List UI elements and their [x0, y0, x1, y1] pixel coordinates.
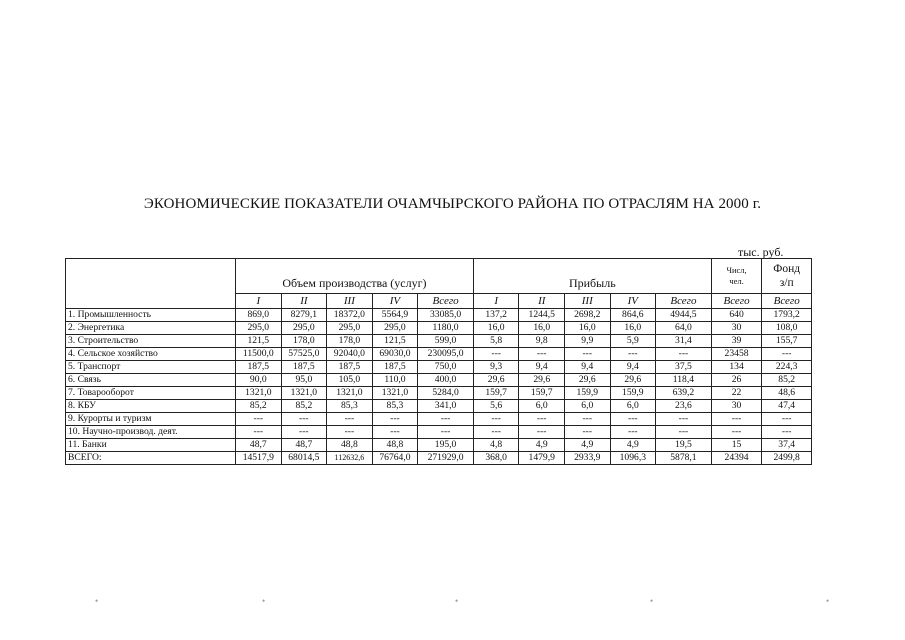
table-cell: 29,6 — [565, 374, 611, 387]
table-cell: 48,6 — [762, 387, 812, 400]
table-row — [66, 426, 812, 439]
table-cell: 187,5 — [236, 361, 282, 374]
table-cell: 341,0 — [418, 400, 474, 413]
table-cell: 1180,0 — [418, 322, 474, 335]
row-label: 9. Курорты и туризм — [66, 413, 236, 426]
table-cell: 159,7 — [473, 387, 519, 400]
header-profit-q1: I — [473, 294, 519, 309]
header-fund-total: Всего — [762, 294, 812, 309]
header-profit: Прибыль — [473, 259, 711, 294]
header-fund — [762, 259, 812, 294]
table-cell: --- — [711, 413, 762, 426]
header-blank-cell — [66, 259, 236, 309]
total-row — [66, 452, 812, 465]
table-row — [66, 309, 812, 322]
table-cell: 1244,5 — [519, 309, 565, 322]
table-cell: 1321,0 — [236, 387, 282, 400]
row-label: 3. Строительство — [66, 335, 236, 348]
table-cell: 85,2 — [281, 400, 327, 413]
total-cell: 14517,9 — [236, 452, 282, 465]
table-cell: --- — [519, 413, 565, 426]
table-cell: 9,4 — [519, 361, 565, 374]
table-cell: --- — [656, 426, 712, 439]
table-cell: 16,0 — [610, 322, 656, 335]
header-profit-q3: III — [565, 294, 611, 309]
total-cell: 368,0 — [473, 452, 519, 465]
table-cell: 9,4 — [565, 361, 611, 374]
table-cell: 57525,0 — [281, 348, 327, 361]
header-workers — [711, 259, 762, 294]
table-cell: 18372,0 — [327, 309, 373, 322]
table-cell: 31,4 — [656, 335, 712, 348]
table-cell: 16,0 — [519, 322, 565, 335]
total-cell: 112632,6 — [327, 452, 373, 465]
table-cell: 30 — [711, 322, 762, 335]
table-cell: 4,9 — [565, 439, 611, 452]
total-cell: 2933,9 — [565, 452, 611, 465]
table-cell: 85,2 — [236, 400, 282, 413]
table-cell: --- — [519, 426, 565, 439]
table-cell: 11500,0 — [236, 348, 282, 361]
table-cell: 2698,2 — [565, 309, 611, 322]
table-cell: --- — [762, 413, 812, 426]
header-workers-total: Всего — [711, 294, 762, 309]
table-cell: --- — [372, 426, 418, 439]
table-cell: 159,7 — [519, 387, 565, 400]
header-volume-q2: II — [281, 294, 327, 309]
table-cell: 90,0 — [236, 374, 282, 387]
table-cell: --- — [610, 348, 656, 361]
table-cell: --- — [236, 426, 282, 439]
total-cell: 68014,5 — [281, 452, 327, 465]
total-cell: 271929,0 — [418, 452, 474, 465]
row-label: 10. Научно-производ. деят. — [66, 426, 236, 439]
table-cell: 29,6 — [610, 374, 656, 387]
table-cell: 33085,0 — [418, 309, 474, 322]
table-cell: 1793,2 — [762, 309, 812, 322]
table-cell: --- — [327, 426, 373, 439]
table-cell: 4,9 — [610, 439, 656, 452]
header-fund-line1: Фонд — [773, 262, 801, 275]
table-cell: --- — [656, 413, 712, 426]
row-label: 4. Сельское хозяйство — [66, 348, 236, 361]
table-cell: 29,6 — [519, 374, 565, 387]
table-cell: 6,0 — [565, 400, 611, 413]
table-cell: 37,5 — [656, 361, 712, 374]
table-cell: 187,5 — [281, 361, 327, 374]
table-cell: 599,0 — [418, 335, 474, 348]
scan-mark: • — [650, 596, 654, 606]
table-cell: 5564,9 — [372, 309, 418, 322]
table-cell: 118,4 — [656, 374, 712, 387]
table-cell: 155,7 — [762, 335, 812, 348]
document-title: ЭКОНОМИЧЕСКИЕ ПОКАЗАТЕЛИ ОЧАМЧЫРСКОГО РАЙОНА ПО ОТРАСЛЯМ НА 2000 г. — [143, 196, 762, 212]
row-label: 7. Товарооборот — [66, 387, 236, 400]
table-cell: 19,5 — [656, 439, 712, 452]
table-cell: 121,5 — [372, 335, 418, 348]
table-row — [66, 413, 812, 426]
table-cell: 195,0 — [418, 439, 474, 452]
row-label: 2. Энергетика — [66, 322, 236, 335]
table-cell: --- — [418, 426, 474, 439]
header-workers-line2: чел. — [729, 276, 744, 286]
table-cell: 134 — [711, 361, 762, 374]
table-cell: --- — [281, 413, 327, 426]
table-cell: 1321,0 — [372, 387, 418, 400]
table-cell: --- — [762, 348, 812, 361]
table-cell: 30 — [711, 400, 762, 413]
header-volume: Объем производства (услуг) — [236, 259, 474, 294]
table-cell: 110,0 — [372, 374, 418, 387]
table-cell: 639,2 — [656, 387, 712, 400]
table-cell: --- — [418, 413, 474, 426]
table-cell: 16,0 — [565, 322, 611, 335]
table-cell: --- — [473, 348, 519, 361]
header-volume-q1: I — [236, 294, 282, 309]
table-cell: 1321,0 — [327, 387, 373, 400]
table-cell: 230095,0 — [418, 348, 474, 361]
header-volume-total: Всего — [418, 294, 474, 309]
table-cell: 8279,1 — [281, 309, 327, 322]
table-cell: 47,4 — [762, 400, 812, 413]
table-cell: --- — [327, 413, 373, 426]
table-cell: --- — [711, 426, 762, 439]
row-label: 8. КБУ — [66, 400, 236, 413]
table-cell: 15 — [711, 439, 762, 452]
table-cell: 48,7 — [281, 439, 327, 452]
table-row — [66, 374, 812, 387]
table-cell: 9,8 — [519, 335, 565, 348]
table-cell: --- — [610, 413, 656, 426]
table-cell: --- — [519, 348, 565, 361]
units-label: тыс. руб. — [738, 245, 784, 259]
table-cell: --- — [565, 413, 611, 426]
table-cell: 187,5 — [372, 361, 418, 374]
header-profit-total: Всего — [656, 294, 712, 309]
table-row — [66, 348, 812, 361]
table-cell: 105,0 — [327, 374, 373, 387]
table-cell: --- — [762, 426, 812, 439]
table-cell: 85,3 — [372, 400, 418, 413]
total-cell: 24394 — [711, 452, 762, 465]
table-cell: 9,9 — [565, 335, 611, 348]
table-cell: 295,0 — [236, 322, 282, 335]
table-cell: 16,0 — [473, 322, 519, 335]
table-row — [66, 439, 812, 452]
table-cell: --- — [610, 426, 656, 439]
table-cell: 108,0 — [762, 322, 812, 335]
header-group-row — [66, 259, 812, 294]
table-cell: 400,0 — [418, 374, 474, 387]
scan-mark: • — [826, 596, 830, 606]
table-row — [66, 387, 812, 400]
total-cell: 1096,3 — [610, 452, 656, 465]
table-cell: 5,9 — [610, 335, 656, 348]
table-cell: 23,6 — [656, 400, 712, 413]
table-cell: 5,6 — [473, 400, 519, 413]
table-cell: 5,8 — [473, 335, 519, 348]
table-cell: --- — [473, 413, 519, 426]
table-cell: 295,0 — [281, 322, 327, 335]
table-cell: 4,8 — [473, 439, 519, 452]
table-cell: 159,9 — [610, 387, 656, 400]
table-cell: 48,7 — [236, 439, 282, 452]
scan-mark: • — [262, 596, 266, 606]
table-cell: --- — [372, 413, 418, 426]
table-cell: 92040,0 — [327, 348, 373, 361]
table-cell: 187,5 — [327, 361, 373, 374]
table-cell: 26 — [711, 374, 762, 387]
header-fund-line2: з/п — [779, 277, 794, 289]
table-cell: 4,9 — [519, 439, 565, 452]
header-volume-q4: IV — [372, 294, 418, 309]
total-cell: 2499,8 — [762, 452, 812, 465]
table-cell: --- — [565, 426, 611, 439]
table-cell: 95,0 — [281, 374, 327, 387]
table-cell: --- — [473, 426, 519, 439]
table-cell: 22 — [711, 387, 762, 400]
table-cell: 23458 — [711, 348, 762, 361]
table-cell: 85,3 — [327, 400, 373, 413]
table-row — [66, 361, 812, 374]
total-cell: 76764,0 — [372, 452, 418, 465]
table-cell: 137,2 — [473, 309, 519, 322]
table-cell: 178,0 — [281, 335, 327, 348]
total-cell: 1479,9 — [519, 452, 565, 465]
header-workers-line1: Числ, — [726, 264, 747, 275]
row-label: 6. Связь — [66, 374, 236, 387]
table-cell: 64,0 — [656, 322, 712, 335]
table-cell: 640 — [711, 309, 762, 322]
table-cell: 6,0 — [610, 400, 656, 413]
table-cell: 295,0 — [372, 322, 418, 335]
row-label: 11. Банки — [66, 439, 236, 452]
scan-mark: • — [95, 596, 99, 606]
table-cell: 37,4 — [762, 439, 812, 452]
total-cell: 5878,1 — [656, 452, 712, 465]
table-cell: 295,0 — [327, 322, 373, 335]
table-cell: --- — [656, 348, 712, 361]
scan-mark: • — [455, 596, 459, 606]
table-cell: 224,3 — [762, 361, 812, 374]
table-cell: 48,8 — [327, 439, 373, 452]
table-cell: --- — [565, 348, 611, 361]
total-label: ВСЕГО: — [66, 452, 236, 465]
economic-indicators-table — [65, 258, 812, 465]
table-cell: 69030,0 — [372, 348, 418, 361]
table-cell: --- — [281, 426, 327, 439]
table-cell: 9,4 — [610, 361, 656, 374]
table-cell: 4944,5 — [656, 309, 712, 322]
row-label: 1. Промышленность — [66, 309, 236, 322]
table-cell: 9,3 — [473, 361, 519, 374]
header-volume-q3: III — [327, 294, 373, 309]
table-cell: 864,6 — [610, 309, 656, 322]
row-label: 5. Транспорт — [66, 361, 236, 374]
table-cell: 159,9 — [565, 387, 611, 400]
header-profit-q4: IV — [610, 294, 656, 309]
table-cell: 869,0 — [236, 309, 282, 322]
table-cell: 6,0 — [519, 400, 565, 413]
table-cell: 178,0 — [327, 335, 373, 348]
table-row — [66, 335, 812, 348]
table-cell: 48,8 — [372, 439, 418, 452]
table-cell: 121,5 — [236, 335, 282, 348]
table-cell: 85,2 — [762, 374, 812, 387]
table-row — [66, 400, 812, 413]
header-profit-q2: II — [519, 294, 565, 309]
table-cell: --- — [236, 413, 282, 426]
table-cell: 750,0 — [418, 361, 474, 374]
table-cell: 1321,0 — [281, 387, 327, 400]
table-row — [66, 322, 812, 335]
table-cell: 39 — [711, 335, 762, 348]
table-cell: 5284,0 — [418, 387, 474, 400]
table-cell: 29,6 — [473, 374, 519, 387]
